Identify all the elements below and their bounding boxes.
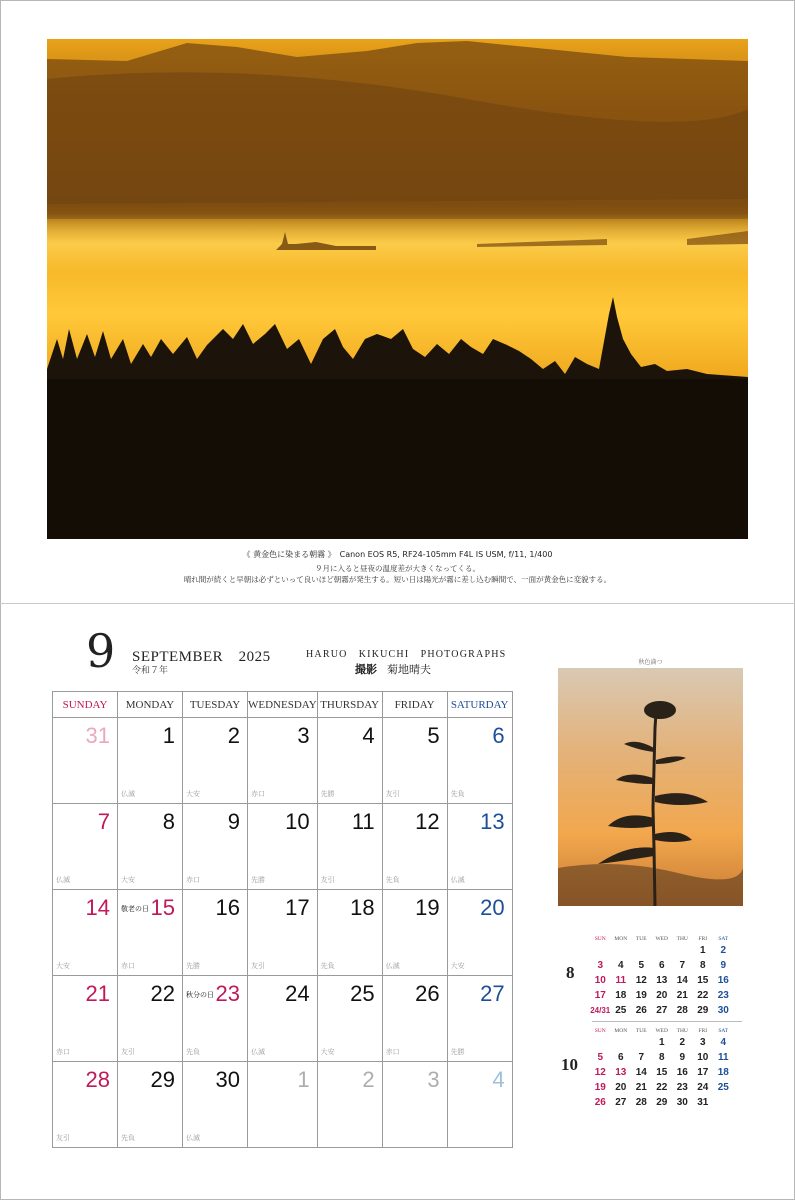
- day-number: 24: [285, 981, 310, 1006]
- mini-week-row: [590, 1095, 734, 1110]
- mini-day: [590, 1035, 611, 1050]
- photo-description-line-2: 晴れ間が続くと早朝は必ずといって良いほど朝霧が発生する。短い日は陽光が霧に差し込む瞬間で、一面が黄金色に変貌する。: [183, 575, 612, 584]
- weekday-saturday: SATURDAY: [447, 692, 512, 718]
- day-number: 10: [285, 809, 310, 834]
- calendar-body: [53, 718, 513, 1148]
- day-number: 18: [350, 895, 375, 920]
- day-number: 3: [297, 723, 310, 748]
- day-number: 1: [162, 723, 175, 748]
- day-number: 13: [480, 809, 505, 834]
- rokuyo-label: 大安: [320, 1048, 335, 1056]
- mini-day: 26: [635, 1005, 647, 1016]
- day-number: 21: [85, 981, 110, 1006]
- mini-day: 3: [597, 960, 604, 971]
- day-cell: [382, 890, 447, 976]
- day-cell: [248, 718, 318, 804]
- mini-day: 3: [699, 1037, 706, 1048]
- mini-day: 14: [676, 975, 688, 986]
- weekday-thursday: THURSDAY: [317, 692, 382, 718]
- mini-day: [652, 943, 673, 958]
- weekday-tuesday: TUESDAY: [183, 692, 248, 718]
- mini-week-row: [590, 943, 734, 958]
- weekday-monday: MONDAY: [118, 692, 183, 718]
- calendar-week-row: [53, 718, 513, 804]
- mini-day: 31: [697, 1097, 709, 1108]
- day-number: 27: [480, 981, 505, 1006]
- day-cell: [317, 890, 382, 976]
- mini-day: 11: [615, 975, 627, 986]
- day-cell: [447, 718, 512, 804]
- day-cell: [447, 890, 512, 976]
- rokuyo-label: 友引: [385, 790, 400, 798]
- mini-day: 10: [697, 1052, 709, 1063]
- day-number: 20: [480, 895, 505, 920]
- day-cell: [317, 976, 382, 1062]
- mini-week-row: [590, 973, 734, 988]
- mini-weekday: SAT: [718, 935, 729, 942]
- photo-title: 《 黄金色に染まる朝霧 》 Canon EOS R5, RF24-105mm F4L IS USM, f/11, 1/400: [242, 550, 553, 559]
- mini-october-label: 10: [561, 1055, 578, 1074]
- day-number: 26: [415, 981, 440, 1006]
- day-cell: [248, 1062, 318, 1148]
- mini-day: 22: [656, 1082, 668, 1093]
- mini-day: 12: [635, 975, 647, 986]
- mini-weekday: TUE: [635, 1027, 647, 1034]
- mini-day: 11: [717, 1052, 729, 1063]
- page-fold: [0, 603, 795, 604]
- rokuyo-label: 先勝: [251, 876, 265, 884]
- day-cell: [53, 1062, 118, 1148]
- day-number: 30: [215, 1067, 240, 1092]
- mini-weekday: MON: [614, 935, 628, 942]
- day-number: 4: [362, 723, 375, 748]
- mini-week-row: [590, 1003, 734, 1018]
- rokuyo-label: 仏滅: [121, 790, 135, 798]
- mini-day: 23: [676, 1082, 688, 1093]
- day-cell: [118, 718, 183, 804]
- day-cell: [317, 804, 382, 890]
- mini-day: [611, 1035, 632, 1050]
- mini-header-row: [590, 934, 734, 943]
- mini-day: 22: [697, 990, 709, 1001]
- mini-weekday: WED: [655, 1027, 669, 1034]
- rokuyo-label: 大安: [450, 962, 465, 970]
- day-number: 2: [227, 723, 240, 748]
- mini-day: 16: [676, 1067, 688, 1078]
- day-number: 7: [97, 809, 110, 834]
- weekday-header-row: [53, 692, 513, 718]
- mini-day: 2: [679, 1037, 686, 1048]
- day-cell: [183, 804, 248, 890]
- rokuyo-label: 先負: [186, 1048, 200, 1056]
- mini-day: 25: [717, 1082, 729, 1093]
- day-cell: [447, 1062, 512, 1148]
- day-number: 14: [85, 895, 110, 920]
- day-cell: [248, 976, 318, 1062]
- mini-day: 8: [699, 960, 706, 971]
- day-number: 9: [227, 809, 240, 834]
- day-cell: [118, 890, 183, 976]
- mini-day: 5: [638, 960, 645, 971]
- rokuyo-label: 仏滅: [186, 1134, 200, 1142]
- rokuyo-label: 赤口: [251, 790, 265, 798]
- mini-day: 9: [720, 960, 727, 971]
- day-cell: [447, 804, 512, 890]
- day-cell: [382, 1062, 447, 1148]
- mini-day: 4: [720, 1037, 727, 1048]
- day-number: 11: [351, 809, 375, 834]
- calendar-week-row: [53, 890, 513, 976]
- day-cell: [53, 718, 118, 804]
- era-year: 令和７年: [132, 666, 169, 676]
- mini-week-row: [590, 958, 734, 973]
- mini-day: 10: [594, 975, 606, 986]
- rokuyo-label: 先勝: [186, 962, 200, 970]
- mini-day: 14: [635, 1067, 647, 1078]
- photographer-name: 菊地晴夫: [387, 663, 431, 676]
- mini-day: [611, 943, 632, 958]
- mini-day: 29: [697, 1005, 709, 1016]
- mini-day: 27: [656, 1005, 668, 1016]
- side-photo: [558, 668, 743, 906]
- day-cell: [248, 890, 318, 976]
- mini-day: 8: [658, 1052, 665, 1063]
- calendar-week-row: [53, 804, 513, 890]
- day-number: 31: [85, 723, 110, 748]
- day-number: 17: [285, 895, 310, 920]
- rokuyo-label: 赤口: [56, 1048, 70, 1056]
- day-number: 1: [297, 1067, 310, 1092]
- day-number: 22: [150, 981, 175, 1006]
- day-cell: [118, 804, 183, 890]
- holiday-label: 秋分の日: [186, 991, 214, 999]
- mini-weekday: SUN: [594, 935, 606, 942]
- day-number: 6: [492, 723, 505, 748]
- calendar-week-row: [53, 1062, 513, 1148]
- mini-day: 25: [615, 1005, 627, 1016]
- side-photo-caption: 秋色満つ: [638, 659, 663, 666]
- rokuyo-label: 仏滅: [56, 876, 70, 884]
- rokuyo-label: 赤口: [121, 962, 135, 970]
- mini-day: [590, 943, 611, 958]
- mini-day: 12: [594, 1067, 606, 1078]
- rokuyo-label: 先負: [450, 790, 465, 798]
- main-photo: [47, 39, 748, 539]
- month-calendar: [52, 691, 513, 1148]
- mini-week-row: [590, 988, 734, 1003]
- rokuyo-label: 仏滅: [385, 962, 400, 970]
- day-number: 16: [215, 895, 240, 920]
- credit-label: 撮影: [355, 663, 377, 676]
- day-cell: [317, 1062, 382, 1148]
- rokuyo-label: 友引: [56, 1134, 70, 1142]
- month-name: SEPTEMBER 2025: [132, 649, 271, 665]
- day-number: 2: [362, 1067, 375, 1092]
- mini-header-row: [590, 1026, 734, 1035]
- day-number: 19: [415, 895, 440, 920]
- day-number: 3: [427, 1067, 440, 1092]
- mini-day: 26: [594, 1097, 606, 1108]
- rokuyo-label: 仏滅: [251, 1048, 265, 1056]
- mini-week-row: [590, 1080, 734, 1095]
- day-cell: [183, 890, 248, 976]
- mini-day: 28: [676, 1005, 688, 1016]
- mini-day: 30: [676, 1097, 688, 1108]
- mini-day: 28: [635, 1097, 647, 1108]
- mini-day: 4: [617, 960, 624, 971]
- mini-day: 6: [658, 960, 665, 971]
- rokuyo-label: 赤口: [385, 1048, 400, 1056]
- mini-day: [631, 943, 652, 958]
- mini-day: 15: [697, 975, 709, 986]
- mini-day: [713, 1095, 734, 1110]
- day-number: 29: [150, 1067, 175, 1092]
- day-cell: [183, 976, 248, 1062]
- mini-weekday: THU: [676, 1027, 688, 1034]
- mini-weekday: SUN: [594, 1027, 606, 1034]
- rokuyo-label: 先勝: [320, 790, 335, 798]
- mini-day: 19: [635, 990, 647, 1001]
- mini-day: 16: [717, 975, 729, 986]
- mini-day: 5: [597, 1052, 604, 1063]
- day-number: 25: [350, 981, 375, 1006]
- day-cell: [317, 718, 382, 804]
- mini-day: 19: [594, 1082, 606, 1093]
- rokuyo-label: 先負: [320, 962, 335, 970]
- calendar-week-row: [53, 976, 513, 1062]
- day-number: 5: [427, 723, 440, 748]
- day-cell: [53, 804, 118, 890]
- day-cell: [248, 804, 318, 890]
- day-cell: [183, 718, 248, 804]
- mini-weekday: FRI: [698, 935, 708, 942]
- day-cell: [118, 976, 183, 1062]
- rokuyo-label: 先勝: [450, 1048, 465, 1056]
- weekday-friday: FRIDAY: [382, 692, 447, 718]
- day-number: 28: [85, 1067, 110, 1092]
- rokuyo-label: 先負: [121, 1134, 135, 1142]
- mini-day: 9: [679, 1052, 686, 1063]
- mini-day: 20: [656, 990, 668, 1001]
- photographer-credit-jp: [355, 661, 431, 677]
- mini-day: 17: [594, 990, 606, 1001]
- mini-day: 2: [720, 945, 727, 956]
- mini-day: 18: [717, 1067, 729, 1078]
- mini-weekday: WED: [655, 935, 669, 942]
- day-number: 4: [492, 1067, 505, 1092]
- mini-day: 23: [717, 990, 729, 1001]
- mini-week-row: [590, 1050, 734, 1065]
- rokuyo-label: 友引: [121, 1048, 135, 1056]
- mini-day: 17: [697, 1067, 709, 1078]
- mini-week-row: [590, 1035, 734, 1050]
- mini-week-row: [590, 1065, 734, 1080]
- day-cell: [183, 1062, 248, 1148]
- mini-day: 6: [617, 1052, 624, 1063]
- mini-day: 18: [615, 990, 627, 1001]
- mini-day: 7: [638, 1052, 645, 1063]
- rokuyo-label: 仏滅: [450, 876, 465, 884]
- mini-day: 30: [717, 1005, 729, 1016]
- mini-divider: [592, 1021, 742, 1022]
- mini-day: 27: [615, 1097, 627, 1108]
- rokuyo-label: 赤口: [186, 876, 200, 884]
- weekday-sunday: SUNDAY: [53, 692, 118, 718]
- holiday-label: 敬老の日: [121, 905, 149, 913]
- day-number: 12: [415, 809, 440, 834]
- mini-august-label: 8: [566, 963, 575, 982]
- mini-day: 1: [699, 945, 706, 956]
- mini-day: 21: [635, 1082, 647, 1093]
- mini-day: 20: [615, 1082, 627, 1093]
- mini-weekday: MON: [614, 1027, 628, 1034]
- mini-weekday: TUE: [635, 935, 647, 942]
- day-cell: [118, 1062, 183, 1148]
- day-cell: [382, 976, 447, 1062]
- day-cell: [53, 976, 118, 1062]
- mini-calendar-august: [590, 934, 734, 1018]
- photo-description-line-1: ９月に入ると昼夜の温度差が大きくなってくる。: [315, 564, 480, 573]
- day-cell: [53, 890, 118, 976]
- day-cell: [382, 718, 447, 804]
- mini-weekday: THU: [676, 935, 688, 942]
- mini-weekday: SAT: [718, 1027, 729, 1034]
- day-cell: [447, 976, 512, 1062]
- rokuyo-label: 大安: [186, 790, 200, 798]
- mini-day: 15: [656, 1067, 668, 1078]
- rokuyo-label: 友引: [251, 962, 265, 970]
- mini-day: 24: [697, 1082, 709, 1093]
- rokuyo-label: 大安: [56, 962, 70, 970]
- mini-day: 24/31: [590, 1006, 611, 1015]
- day-number: 8: [162, 809, 175, 834]
- rokuyo-label: 先負: [385, 876, 400, 884]
- mini-day: 21: [676, 990, 688, 1001]
- month-number: 9: [86, 624, 116, 678]
- photographer-credit: HARUO KIKUCHI PHOTOGRAPHS: [306, 649, 507, 660]
- rokuyo-label: 友引: [320, 876, 335, 884]
- mini-day: 1: [658, 1037, 665, 1048]
- rokuyo-label: 大安: [121, 876, 135, 884]
- mini-calendar-october: [590, 1026, 734, 1110]
- mini-weekday: FRI: [698, 1027, 708, 1034]
- weekday-wednesday: WEDNESDAY: [248, 692, 318, 718]
- mini-day: [631, 1035, 652, 1050]
- day-number: 15: [150, 895, 175, 920]
- mini-day: 13: [615, 1067, 627, 1078]
- mini-day: [672, 943, 693, 958]
- day-number: 23: [215, 981, 240, 1006]
- mini-day: 29: [656, 1097, 668, 1108]
- day-cell: [382, 804, 447, 890]
- mini-day: 7: [679, 960, 686, 971]
- mini-day: 13: [656, 975, 668, 986]
